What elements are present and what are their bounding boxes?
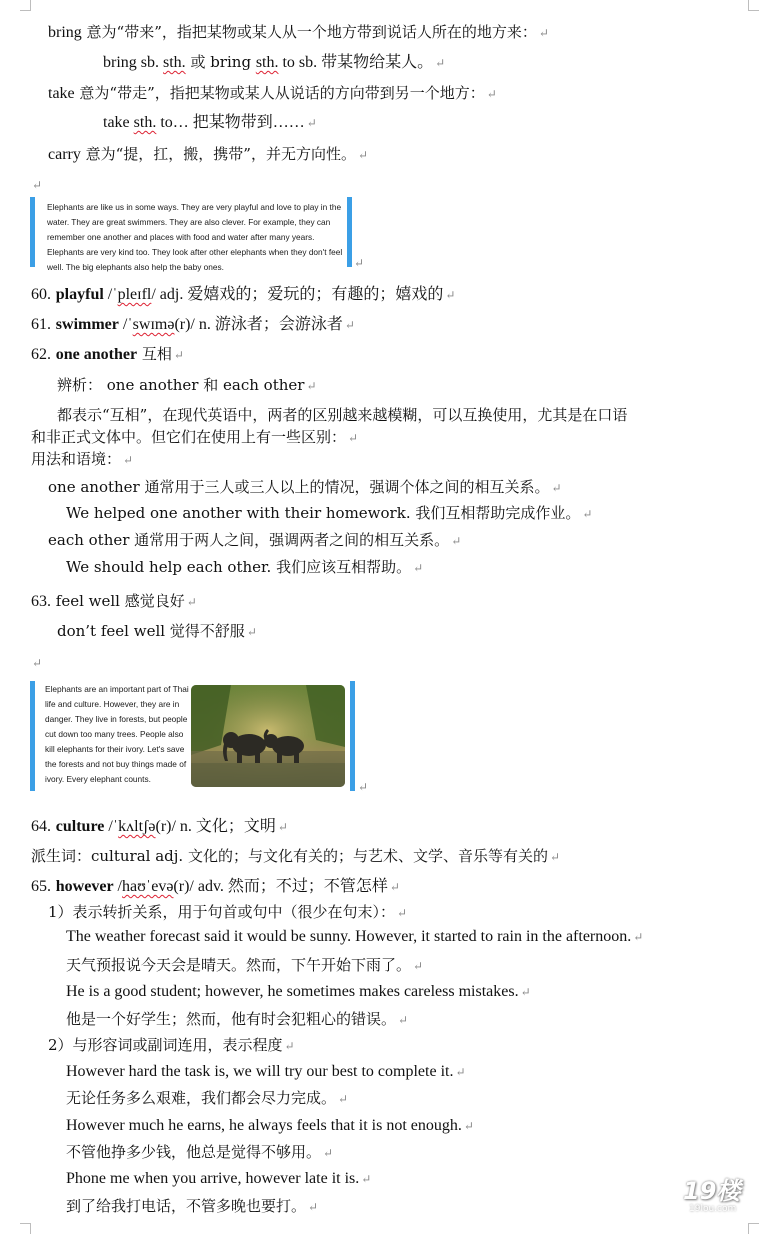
vocab-65-example-1: The weather forecast said it would be sunny. However, it started to rain in the afternoon. ↵ — [66, 928, 644, 945]
excerpt-2-mark: ↵ — [358, 780, 369, 794]
vocab-62-analysis: 辨析： one another 和 each other ↵ — [57, 376, 317, 394]
vocab-60: 60. playful /ˈpleɪfl/ adj. 爱嬉戏的；爱玩的；有趣的；嬉戏的 ↵ — [31, 286, 456, 303]
textbook-excerpt-1 — [30, 197, 352, 272]
vocab-63: 63. feel well 感觉良好 ↵ — [31, 592, 197, 610]
vocab-65-example-5-cn: 到了给我打电话，不管多晚也要打。 ↵ — [66, 1197, 319, 1215]
corner-mark-top-right — [748, 0, 759, 11]
vocab-62-explain-1: 都表示“互相”，在现代英语中，两者的区别越来越模糊，可以互换使用，尤其是在口语 — [57, 406, 628, 424]
elephants-photo — [191, 685, 345, 787]
vocab-62-one-another: one another 通常用于三人或三人以上的情况，强调个体之间的相互关系。 ↵ — [48, 478, 562, 496]
vocab-65: 65. however /haʊˈevə(r)/ adv. 然而；不过；不管怎样 ↵ — [31, 878, 400, 895]
corner-mark-bottom-right — [748, 1223, 759, 1234]
vocab-65-example-2-cn: 他是一个好学生；然而，他有时会犯粗心的错误。 ↵ — [66, 1010, 409, 1028]
line-take-usage: take sth. to… 把某物带到…… ↵ — [103, 114, 317, 131]
line-carry: carry 意为“提，扛，搬，携带”，并无方向性。 ↵ — [48, 145, 369, 163]
vocab-65-example-3: However hard the task is, we will try our best to complete it. ↵ — [66, 1063, 466, 1080]
excerpt-1-text: Elephants are like us in some ways. They are very playful and love to play in the water. They are great swimmers. They are also clever. For example, they can remember one another and places with food and water after many years. Elephants are very kind too. They look after other elephants when they don't feel well. The big elephants also help the baby ones. — [47, 202, 343, 272]
vocab-65-usage-1: 1）表示转折关系，用于句首或句中（很少在句末）： ↵ — [48, 903, 408, 921]
vocab-65-example-2: He is a good student; however, he sometimes makes careless mistakes. ↵ — [66, 983, 531, 1000]
vocab-62-each-other: each other 通常用于两人之间，强调两者之间的相互关系。 ↵ — [48, 531, 462, 549]
vocab-62-example-1: We helped one another with their homework. 我们互相帮助完成作业。 ↵ — [66, 504, 593, 522]
vocab-62-explain-2: 和非正式文体中。但它们在使用上有一些区别： ↵ — [31, 428, 359, 446]
watermark-sub: 19lou.com — [689, 1204, 737, 1214]
vocab-65-usage-2: 2）与形容词或副词连用，表示程度 ↵ — [48, 1036, 295, 1054]
vocab-62-example-2: We should help each other. 我们应该互相帮助。 ↵ — [66, 558, 424, 576]
line-bring: bring 意为“带来”，指把某物或某人从一个地方带到说话人所在的地方来： ↵ — [48, 23, 549, 41]
vocab-64: 64. culture /ˈkʌltʃə(r)/ n. 文化；文明 ↵ — [31, 818, 288, 835]
corner-mark-bottom-left — [20, 1223, 31, 1234]
empty-paragraph-1: ↵ — [32, 178, 43, 192]
excerpt-2-blue-bar — [350, 681, 355, 791]
excerpt-1-mark: ↵ — [354, 256, 365, 270]
corner-mark-top-left — [20, 0, 31, 11]
watermark-main: 19楼 — [683, 1177, 741, 1205]
excerpt-2-text: Elephants are an important part of Thai life and culture. However, they are in danger. They live in forests, but people cut down too many trees. People also kill elephants for their ivory. Let's save the forests and not buy things made of ivory. Every elephant counts. — [45, 684, 189, 784]
vocab-61: 61. swimmer /ˈswɪmə(r)/ n. 游泳者；会游泳者 ↵ — [31, 316, 355, 333]
elephants-river-image — [191, 685, 345, 787]
vocab-65-example-5: Phone me when you arrive, however late it is. ↵ — [66, 1170, 372, 1187]
vocab-65-example-4-cn: 不管他挣多少钱，他总是觉得不够用。 ↵ — [66, 1143, 334, 1161]
textbook-excerpt-2 — [30, 681, 356, 791]
watermark-logo — [683, 1178, 755, 1222]
vocab-65-example-4: However much he earns, he always feels that it is not enough. ↵ — [66, 1117, 474, 1134]
line-take: take 意为“带走”，指把某物或某人从说话的方向带到另一个地方： ↵ — [48, 84, 497, 102]
empty-paragraph-2: ↵ — [32, 656, 43, 670]
vocab-62: 62. one another 互相 ↵ — [31, 345, 184, 363]
vocab-64-derivative: 派生词：cultural adj. 文化的；与文化有关的；与艺术、文学、音乐等有关的 ↵ — [31, 847, 561, 865]
vocab-65-example-3-cn: 无论任务多么艰难，我们都会尽力完成。 ↵ — [66, 1089, 349, 1107]
line-bring-usage: bring sb. sth. 或 bring sth. to sb. 带某物给某人。 ↵ — [103, 53, 446, 71]
vocab-63-negative: don’t feel well 觉得不舒服 ↵ — [57, 622, 257, 640]
vocab-65-example-1-cn: 天气预报说今天会是晴天。然而，下午开始下雨了。 ↵ — [66, 956, 424, 974]
vocab-62-usage-heading: 用法和语境： ↵ — [31, 450, 134, 468]
